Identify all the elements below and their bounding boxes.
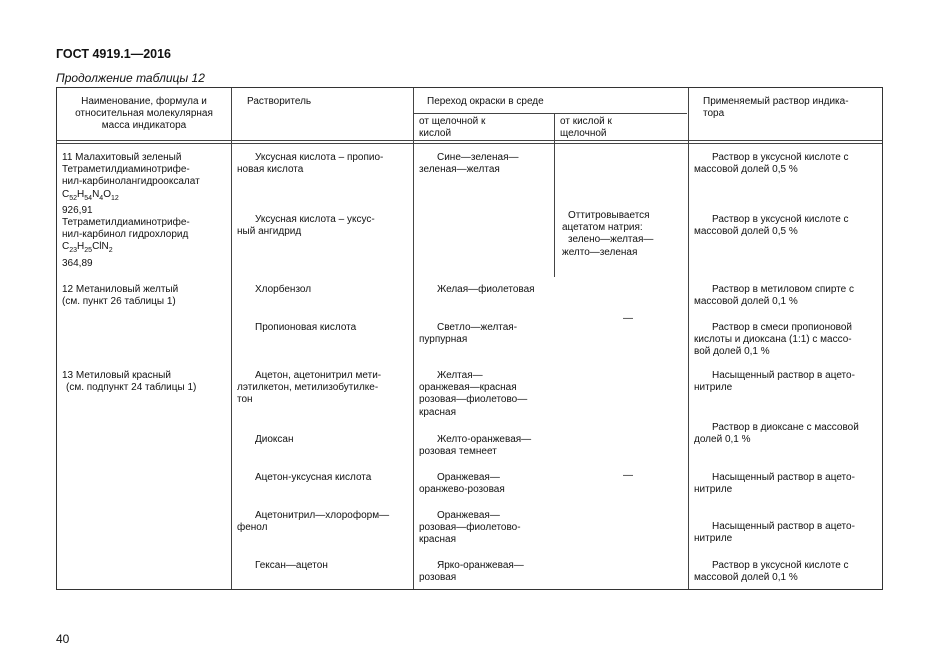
- row13-solvent-1: Ацетон, ацетонитрил мети- лэтилкетон, метилизобутилке- тон: [237, 370, 382, 406]
- page-number: 40: [56, 632, 70, 646]
- row12-indicator: 12 Метаниловый желтый (см. пункт 26 таблицы 1): [62, 284, 179, 308]
- formula-malachite-oxalate: $C_{52}H_{54}N_4O_{12}$: [62, 188, 119, 202]
- row12-solvent-1: Хлорбензол: [255, 284, 312, 295]
- row13-alkaline-acid-1: Желтая— оранжевая—красная розовая—фиолетово— красная: [419, 370, 528, 418]
- row11-solvent-1: Уксусная кислота – пропио- новая кислота: [237, 152, 384, 176]
- indicator-table: [56, 87, 883, 590]
- row11-indicator: 11 Малахитовый зеленый Тетраметилдиаминотрифе- нил-карбинолангидрооксалат $C_{52}H_{54}N_4O_{12}$ 926,91 Тетраметилдиаминотрифе- нил-карбинол гидрохлорид $C_{23}H_{25}ClN_2$ 364,89: [62, 152, 200, 269]
- row11-solvent-2: Уксусная кислота – уксус- ный ангидрид: [237, 214, 375, 238]
- row13-solution-4: Насыщенный раствор в ацето- нитриле: [694, 521, 855, 545]
- row12-solution-1: Раствор в метиловом спирте с массовой долей 0,1 %: [694, 284, 855, 308]
- header-acid-to-alkaline: от кислой к щелочной: [560, 116, 612, 140]
- row13-alkaline-acid-3: Оранжевая— оранжево-розовая: [419, 472, 505, 496]
- row13-no-transition-dash: —: [623, 470, 633, 481]
- row12-no-transition-dash: —: [623, 313, 633, 324]
- column-divider: [554, 113, 555, 277]
- row12-solvent-2: Пропионовая кислота: [255, 322, 357, 333]
- row13-solution-1: Насыщенный раствор в ацето- нитриле: [694, 370, 855, 394]
- row13-solvent-2: Диоксан: [255, 434, 294, 445]
- row13-solvent-3: Ацетон-уксусная кислота: [255, 472, 372, 483]
- row12-alkaline-acid-2: Светло—желтая- пурпурная: [419, 322, 518, 346]
- header-indicator: Наименование, формула и относительная молекулярная масса индикатора: [75, 96, 213, 132]
- header-bottom-line: [57, 143, 882, 144]
- header-color-transition: Переход окраски в среде: [427, 96, 544, 107]
- formula-malachite-hydrochloride: $C_{23}H_{25}ClN_2$: [62, 241, 113, 255]
- column-divider: [231, 88, 232, 589]
- row12-alkaline-acid-1: Желая—фиолетовая: [437, 284, 535, 295]
- header-solvent: Растворитель: [247, 96, 312, 107]
- header-indicator-solution: Применяемый раствор индика- тора: [703, 96, 849, 120]
- document-title: ГОСТ 4919.1—2016: [56, 47, 172, 61]
- row12-solution-2: Раствор в смеси пропионовой кислоты и диоксана (1:1) с массо- вой долей 0,1 %: [694, 322, 853, 358]
- row11-alkaline-acid-1: Сине—зеленая— зеленая—желтая: [419, 152, 519, 176]
- column-divider: [413, 88, 414, 589]
- row13-solution-2: Раствор в диоксане с массовой долей 0,1 %: [694, 422, 859, 446]
- row13-alkaline-acid-4: Оранжевая— розовая—фиолетово- красная: [419, 510, 521, 546]
- row13-solution-5: Раствор в уксусной кислоте с массовой долей 0,1 %: [694, 560, 849, 584]
- row11-acid-alkaline-2: Оттитровывается ацетатом натрия: зелено—желтая— желто—зеленая: [562, 210, 654, 258]
- row13-solution-3: Насыщенный раствор в ацето- нитриле: [694, 472, 855, 496]
- row13-indicator: 13 Метиловый красный (см. подпункт 24 таблицы 1): [62, 370, 197, 394]
- row13-solvent-4: Ацетонитрил—хлороформ— фенол: [237, 510, 390, 534]
- row11-solution-2: Раствор в уксусной кислоте с массовой долей 0,5 %: [694, 214, 849, 238]
- row13-alkaline-acid-5: Ярко-оранжевая— розовая: [419, 560, 524, 584]
- row11-solution-1: Раствор в уксусной кислоте с массовой долей 0,5 %: [694, 152, 849, 176]
- header-subdivider: [413, 113, 687, 114]
- row13-solvent-5: Гексан—ацетон: [255, 560, 328, 571]
- column-divider: [688, 88, 689, 589]
- table-continuation-caption: Продолжение таблицы 12: [56, 71, 205, 85]
- row13-alkaline-acid-2: Желто-оранжевая— розовая темнеет: [419, 434, 532, 458]
- header-alkaline-to-acid: от щелочной к кислой: [419, 116, 486, 140]
